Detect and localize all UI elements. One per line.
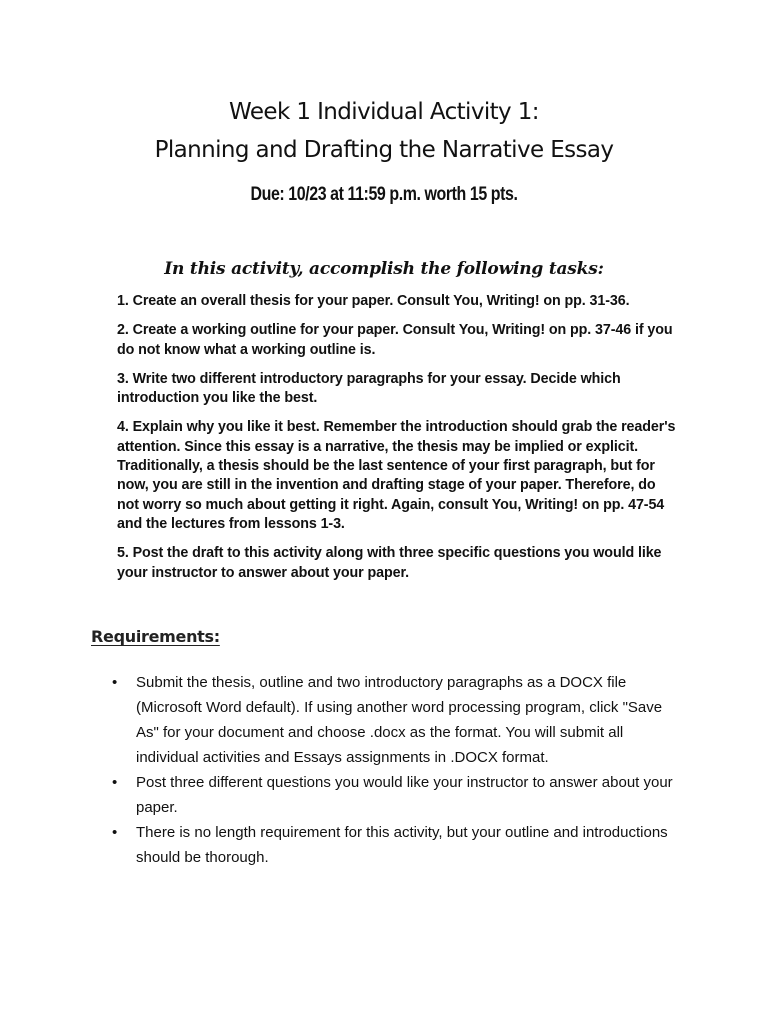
task-item-1: 1. Create an overall thesis for your paper. Consult You, Writing! on pp. 31-36. xyxy=(117,293,630,309)
due-date: Due: 10/23 at 11:59 p.m. worth 15 pts. xyxy=(250,184,518,205)
title-line-1: Week 1 Individual Activity 1: xyxy=(229,99,539,125)
requirement-item-1 xyxy=(112,670,684,770)
bullet-icon: • xyxy=(112,774,118,791)
requirement-text: Post three different questions you would like your instructor to answer about your paper. xyxy=(136,774,673,816)
bullet-icon: • xyxy=(112,674,118,691)
bullet-icon: • xyxy=(112,824,118,841)
task-item-5: 5. Post the draft to this activity along with three specific questions you would like your instructor to answer about your paper. xyxy=(117,545,662,581)
task-item-2: 2. Create a working outline for your paper. Consult You, Writing! on pp. 37-46 if you do not know what a working outline is. xyxy=(117,322,673,358)
title-line-2: Planning and Drafting the Narrative Essay xyxy=(154,137,614,163)
requirement-text: Submit the thesis, outline and two introductory paragraphs as a DOCX file (Microsoft Word default). If using another word processing program, click "Save As" for your document and choose .docx as the format. You will submit all individual activities and Essays assignments in .DOCX format. xyxy=(136,674,663,766)
task-item-3: 3. Write two different introductory paragraphs for your essay. Decide which introduction you like the best. xyxy=(117,370,621,407)
task-item-4: 4. Explain why you like it best. Remember the introduction should grab the reader's attention. Since this essay is a narrative, the thesis may be implied or explicit. Traditionally, a thesis should be the last sentence of your first paragraph, but for now, you are still in the invention and drafting stage of your paper. Therefore, do not worry so much about getting it right. Again, consult You, Writing! on pp. 47-54 and the lectures from lessons 1-3. xyxy=(117,419,676,532)
requirements-heading: Requirements: xyxy=(91,627,220,646)
requirement-item-2 xyxy=(112,770,684,820)
task-list xyxy=(117,292,677,593)
requirement-text: There is no length requirement for this activity, but your outline and introductions should be thorough. xyxy=(136,824,668,866)
intro-heading: In this activity, accomplish the following tasks: xyxy=(164,259,604,279)
requirement-item-3 xyxy=(112,820,684,870)
requirements-list xyxy=(112,670,684,870)
